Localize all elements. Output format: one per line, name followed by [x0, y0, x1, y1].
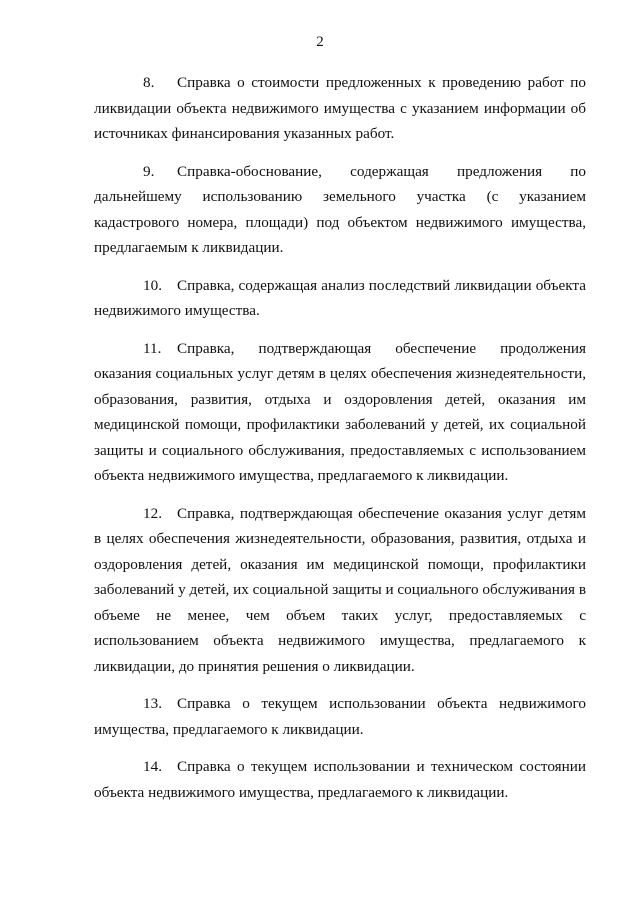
list-item-13: [94, 691, 586, 742]
page-number: 2: [316, 34, 324, 50]
item-number: 11.: [143, 339, 162, 357]
item-text: Справка о стоимости предложенных к проведению работ по ликвидации объекта недвижимого имущества с указанием информации об источниках финансирования указанных работ.: [94, 74, 586, 142]
item-number: 10.: [143, 276, 162, 294]
item-number: 13.: [143, 695, 162, 712]
list-item-12: [94, 501, 586, 680]
item-number: 9.: [143, 162, 155, 180]
list-item-10: [94, 273, 586, 324]
list-item-9: [94, 159, 586, 261]
item-text: Справка, подтверждающая обеспечение продолжения оказания социальных услуг детям в целях обеспечения жизнедеятельности, образования, развития, отдыха и оздоровления детей, оказания им медицинской помощи, профилактики заболеваний у детей, их социальной защиты и социального обслуживания, предоставляемых с использованием объекта недвижимого имущества, предлагаемого к ликвидации.: [94, 339, 586, 484]
item-text: Справка-обоснование, содержащая предложения по дальнейшему использованию земельного участка (с указанием кадастрового номера, площади) под объектом недвижимого имущества, предлагаемым к ликвидации.: [94, 162, 586, 256]
item-text: Справка о текущем использовании и техническом состоянии объекта недвижимого имущества, предлагаемого к ликвидации.: [94, 758, 586, 801]
item-number: 14.: [143, 758, 162, 775]
item-text: Справка, подтверждающая обеспечение оказания услуг детям в целях обеспечения жизнедеятельности, образования, развития, отдыха и оздоровления детей, оказания им медицинской помощи, профилактики заболеваний у детей, их социальной защиты и социального обслуживания в объеме не менее, чем объем таких услуг, предоставляемых с использованием объекта недвижимого имущества, предлагаемого к ликвидации, до принятия решения о ликвидации.: [94, 504, 586, 675]
list-item-14: [94, 754, 586, 805]
item-number: 12.: [143, 504, 162, 522]
list-item-8: [94, 70, 586, 147]
item-number: 8.: [143, 74, 155, 91]
list-item-11: [94, 336, 586, 489]
item-text: Справка, содержащая анализ последствий ликвидации объекта недвижимого имущества.: [94, 276, 586, 319]
document-body: [94, 70, 586, 817]
item-text: Справка о текущем использовании объекта недвижимого имущества, предлагаемого к ликвидации.: [94, 695, 586, 738]
